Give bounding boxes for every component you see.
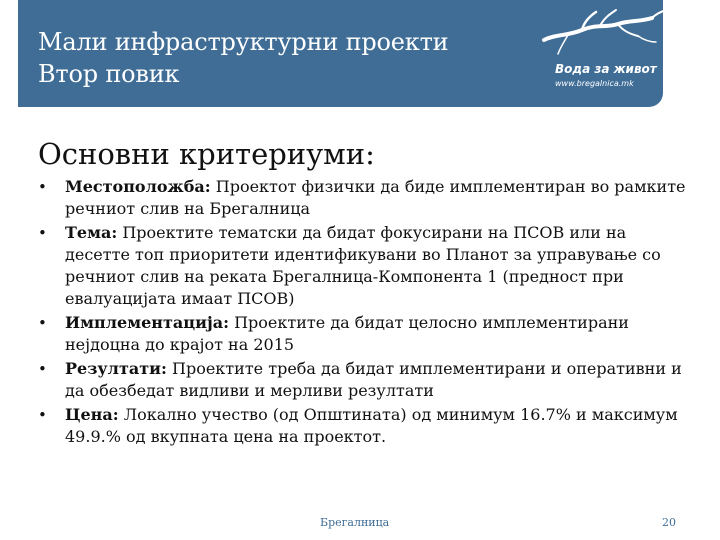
criterion-separator: :	[112, 405, 119, 424]
bullet-icon: •	[38, 224, 47, 242]
criterion-term: Местоположба	[65, 177, 205, 196]
criterion-term: Цена	[65, 405, 113, 424]
list-item	[38, 358, 688, 402]
bullet-icon: •	[38, 178, 47, 196]
criterion-text: Проектите треба да бидат имплементирани и оперативни и да обезбедат видливи и мерливи резултати	[65, 359, 682, 400]
criterion-text: Локално учество (од Општината) од минимум 16.7% и максимум 49.9.% од вкупната цена на проектот.	[65, 405, 678, 446]
criterion-term: Резултати	[65, 359, 162, 378]
logo	[538, 6, 673, 102]
list-item	[38, 404, 688, 448]
criterion-separator: :	[204, 177, 211, 196]
river-logo-icon	[538, 6, 673, 66]
logo-url: www.bregalnica.mk	[555, 79, 634, 88]
list-item	[38, 312, 688, 356]
bullet-icon: •	[38, 406, 47, 424]
header-banner	[18, 0, 663, 107]
criterion-text: Проектот физички да биде имплементиран во рамките речниот слив на Брегалница	[65, 177, 686, 218]
criteria-list	[38, 176, 688, 450]
bullet-icon: •	[38, 314, 47, 332]
title-line-2: Втор повик	[38, 60, 180, 88]
criterion-separator: :	[223, 313, 230, 332]
criterion-separator: :	[111, 223, 118, 242]
logo-text: Вода за живот	[555, 62, 657, 76]
footer-label: Брегалница	[320, 516, 390, 529]
section-heading: Основни критериуми:	[38, 137, 375, 171]
title-line-1: Мали инфраструктурни проекти	[38, 28, 449, 56]
slide-title	[38, 26, 448, 90]
criterion-text: Проектите тематски да бидат фокусирани на ПСОВ или на десетте топ приоритети идентификувани во Планот за управување со речниот слив на реката Брегалница-Компонента 1 (предност при евалуацијата имаат ПСОВ)	[65, 223, 661, 308]
slide-number: 20	[662, 516, 676, 529]
criterion-term: Имплементација	[65, 313, 224, 332]
criterion-term: Тема	[65, 223, 112, 242]
bullet-icon: •	[38, 360, 47, 378]
criterion-text: Проектите да бидат целосно имплементирани нејдоцна до крајот на 2015	[65, 313, 629, 354]
criterion-separator: :	[161, 359, 167, 378]
list-item	[38, 176, 688, 220]
list-item	[38, 222, 688, 310]
